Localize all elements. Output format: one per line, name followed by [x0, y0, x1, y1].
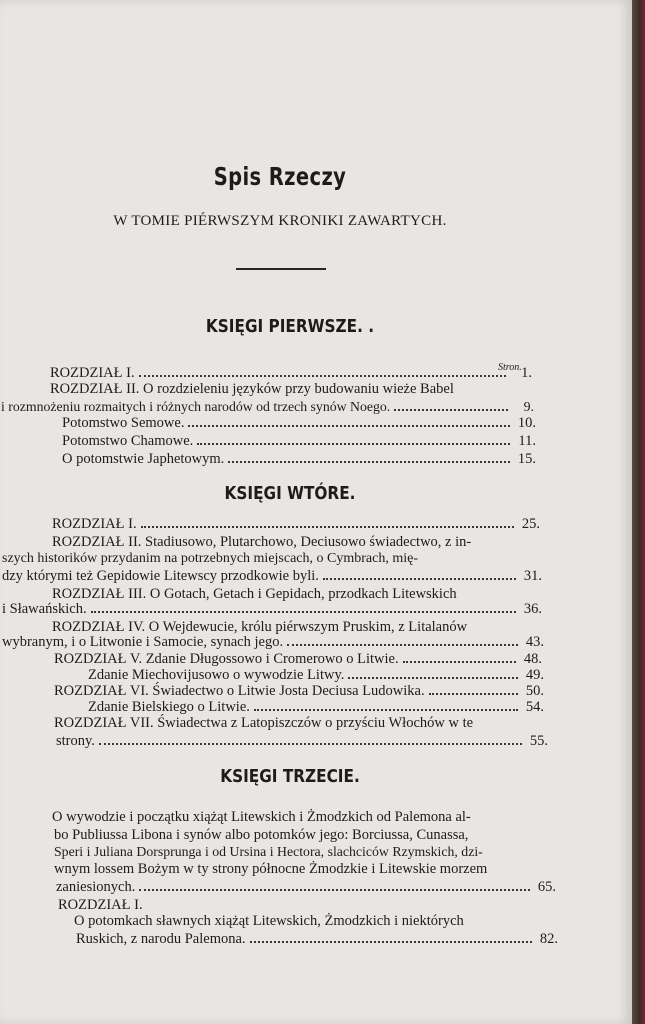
toc-entry: ROZDZIAŁ I. 1.: [50, 365, 532, 381]
page-column-header: Stron.: [498, 362, 522, 373]
section-heading: KSIĘGI PIERWSZE. .: [205, 316, 375, 337]
page-subtitle: W TOMIE PIÉRWSZYM KRONIKI ZAWARTYCH.: [113, 213, 447, 229]
toc-entry: dzy którymi też Gepidowie Litewscy przodkowie byli. 31.: [2, 568, 542, 584]
toc-entry: zaniesionych. 65.: [56, 879, 556, 895]
toc-entry: Potomstwo Chamowe. 11.: [62, 433, 536, 449]
toc-entry: ROZDZIAŁ I.: [58, 897, 143, 913]
toc-entry: Speri i Juliana Dorsprunga i od Ursina i Hectora, slachciców Rzymskich, dzi-: [54, 844, 483, 859]
toc-entry: ROZDZIAŁ VII. Świadectwa z Latopiszczów o przyściu Włochów w te: [54, 715, 474, 731]
toc-entry: O wywodzie i początku xiążąt Litewskich i Żmodzkich od Palemona al-: [52, 809, 471, 825]
section-heading: KSIĘGI WTÓRE.: [224, 483, 356, 504]
toc-entry: ROZDZIAŁ V. Zdanie Długossowo i Cromerowo o Litwie. 48.: [54, 651, 542, 667]
toc-entry: Zdanie Miechovijusowo o wywodzie Litwy. 49.: [88, 667, 544, 683]
toc-entry: strony. 55.: [56, 733, 548, 749]
book-edge: [632, 0, 645, 1024]
toc-entry: i rozmnożeniu rozmaitych i różnych narodów od trzech synów Noego. 9.: [1, 399, 534, 414]
toc-entry: O potomstwie Japhetowym. 15.: [62, 451, 536, 467]
toc-entry: wybranym, i o Litwonie i Samocie, synach jego. 43.: [2, 634, 544, 650]
toc-entry: ROZDZIAŁ III. O Gotach, Getach i Gepidach, przodkach Litewskich: [52, 586, 457, 602]
toc-entry: i Sławańskich. 36.: [2, 601, 542, 617]
toc-entry: wnym lossem Bożym w ty strony północne Żmodzkie i Litewskie morzem: [54, 861, 488, 877]
toc-entry: ROZDZIAŁ I. 25.: [52, 516, 540, 532]
section-heading: KSIĘGI TRZECIE.: [220, 766, 360, 787]
toc-entry: Ruskich, z narodu Palemona. 82.: [76, 931, 558, 947]
toc-entry: ROZDZIAŁ II. O rozdzieleniu języków przy budowaniu wieże Babel: [50, 381, 454, 397]
toc-entry: Zdanie Bielskiego o Litwie. 54.: [88, 699, 544, 715]
toc-entry: O potomkach sławnych xiążąt Litewskich, Żmodzkich i niektórych: [74, 913, 464, 929]
toc-entry: ROZDZIAŁ IV. O Wejdewucie, królu piérwszym Pruskim, z Litalanów: [52, 619, 468, 635]
toc-entry: szych historików przydanim na potrzebnych miejscach, o Cymbrach, mię-: [2, 551, 418, 566]
page-title: Spis Rzeczy: [213, 162, 347, 191]
toc-entry: ROZDZIAŁ II. Stadiusowo, Plutarchowo, Deciusowo świadectwo, z in-: [52, 534, 472, 550]
toc-entry: ROZDZIAŁ VI. Świadectwo o Litwie Josta Deciusa Ludowika. 50.: [54, 683, 544, 699]
toc-entry: Potomstwo Semowe. 10.: [62, 415, 536, 431]
toc-entry: bo Publiussa Libona i synów albo potomków jego: Borciussa, Cunassa,: [54, 827, 469, 843]
divider-rule: [236, 268, 326, 270]
